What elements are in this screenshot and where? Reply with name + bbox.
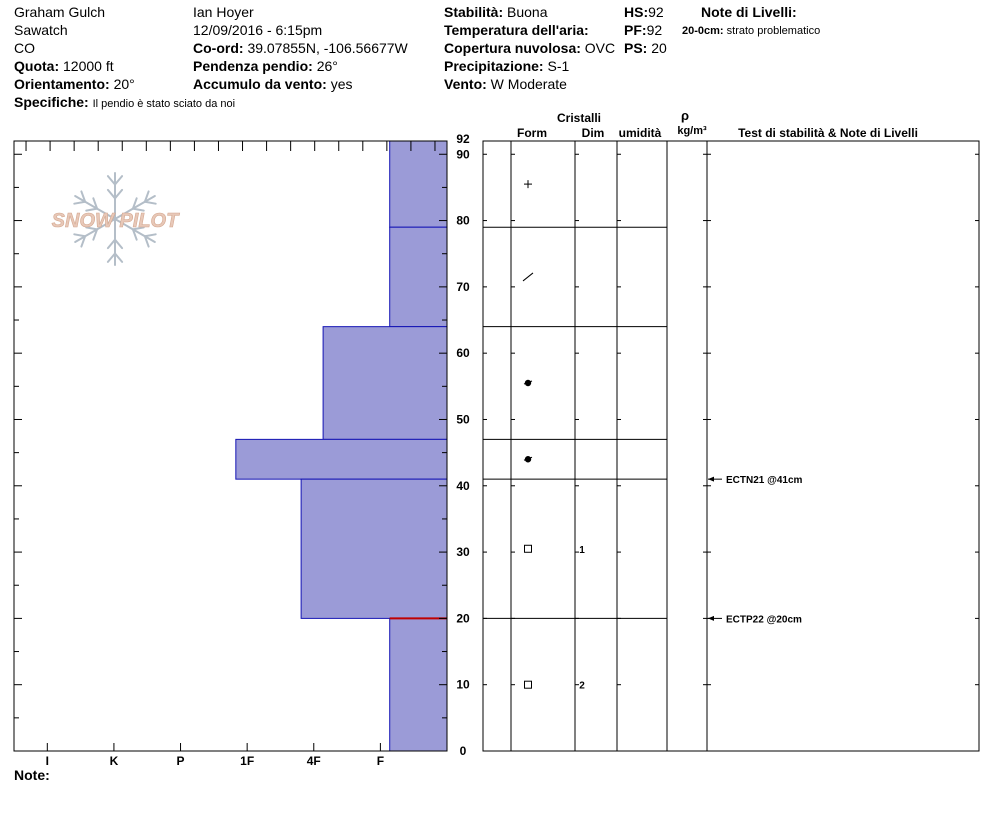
snowflake-branch [74,202,85,204]
form-header: Form [517,126,547,140]
y-tick-label: 80 [456,213,470,228]
crystal-form-symbol [523,273,533,281]
elevation-value: 12000 ft [63,58,114,74]
pf-label: PF: [624,22,647,38]
snowflake-branch [108,176,115,184]
hardness-label: F [376,754,385,768]
ps-value: 20 [651,40,667,56]
hardness-label: K [109,754,119,768]
y-tick-label: 70 [456,279,470,294]
hs-label: HS: [624,4,649,20]
logo-text: SNOW PILOT [51,210,179,232]
test-arrow-head [708,616,714,621]
aspect-label: Orientamento: [14,76,110,92]
hardness-bar [236,439,447,479]
hardness-label: I [45,754,49,768]
snowflake-branch [74,234,85,236]
crystal-size-label: 1 [579,544,585,556]
crystal-form-symbol [525,545,532,552]
stability-value: Buona [507,4,548,20]
stability-label: Stabilità: [444,4,504,20]
y-tick-label: 40 [456,478,470,493]
moisture-header: umidità [618,126,662,140]
snowflake-branch [108,240,115,248]
test-arrow-head [708,477,714,482]
wind-loading-value: yes [330,76,353,92]
crystal-form-symbol [525,681,532,688]
table-frame [483,141,979,751]
mountain-range: Sawatch [14,22,68,38]
snowflake-branch [145,202,156,204]
rho-header: ρ [680,108,690,123]
precip-value: S-1 [547,58,570,74]
layer-notes-title: Note di Livelli: [701,4,797,20]
stability-test-label: ECTP22 @20cm [726,614,802,626]
slope-label: Pendenza pendio: [193,58,313,74]
wind-value: W Moderate [490,76,567,92]
hs-value: 92 [648,4,664,20]
hardness-bar [390,618,447,751]
snowflake-branch [115,176,122,184]
snowflake-branch [108,190,115,198]
hardness-bar [301,479,447,618]
pf-value: 92 [646,22,663,38]
observer: Ian Hoyer [193,4,254,20]
coord-value: 39.07855N, -106.56677W [247,40,408,56]
y-tick-label: 50 [456,412,470,427]
y-tick-label: 90 [456,147,470,162]
cloud-value: OVC [584,40,616,56]
slope-value: 26° [316,58,338,74]
aspect-value: 20° [113,76,135,92]
y-tick-label: 60 [456,346,470,361]
notes-label: Note: [14,767,50,783]
specifics-value: Il pendio è stato sciato da noi [92,98,236,110]
ps-label: PS: [624,40,648,56]
snowflake-branch [108,254,115,262]
y-tick-label: 0 [459,744,467,758]
stability-test-label: ECTN21 @41cm [726,475,803,487]
hardness-label: 4F [306,754,321,768]
hs-axis-label: 92 [456,132,470,146]
precip-label: Precipitazione: [444,58,544,74]
layer-note-text: strato problematico [726,25,821,37]
snowflake-branch [115,190,122,198]
coord-label: Co-ord: [193,40,244,56]
snow-pilot-logo [52,173,180,265]
layer-note-depth: 20-0cm: [682,25,724,37]
crystal-size-label: 2 [579,680,585,692]
cloud-label: Copertura nuvolosa: [444,40,581,56]
y-tick-label: 10 [456,677,470,692]
snowflake-branch [145,234,156,236]
hardness-label: P [176,754,185,768]
density-unit-header: kg/m³ [677,125,707,137]
wind-label: Vento: [444,76,487,92]
hardness-bar [323,327,447,440]
y-tick-label: 30 [456,545,470,560]
datetime: 12/09/2016 - 6:15pm [193,22,323,38]
hardness-bar [390,227,447,326]
y-tick-label: 20 [456,611,470,626]
elevation-label: Quota: [14,58,60,74]
snowflake-branch [115,254,122,262]
crystals-header: Cristalli [556,111,602,125]
tests-header: Test di stabilità & Note di Livelli [738,126,918,140]
size-header: Dim [581,126,605,140]
hardness-label: 1F [240,754,255,768]
location: Graham Gulch [14,4,106,20]
snowflake-branch [115,240,122,248]
hardness-bar [390,141,447,227]
air-temp-label: Temperatura dell'aria: [444,22,589,38]
specifics-label: Specifiche: [14,94,89,110]
wind-loading-label: Accumulo da vento: [193,76,327,92]
state: CO [14,40,35,56]
